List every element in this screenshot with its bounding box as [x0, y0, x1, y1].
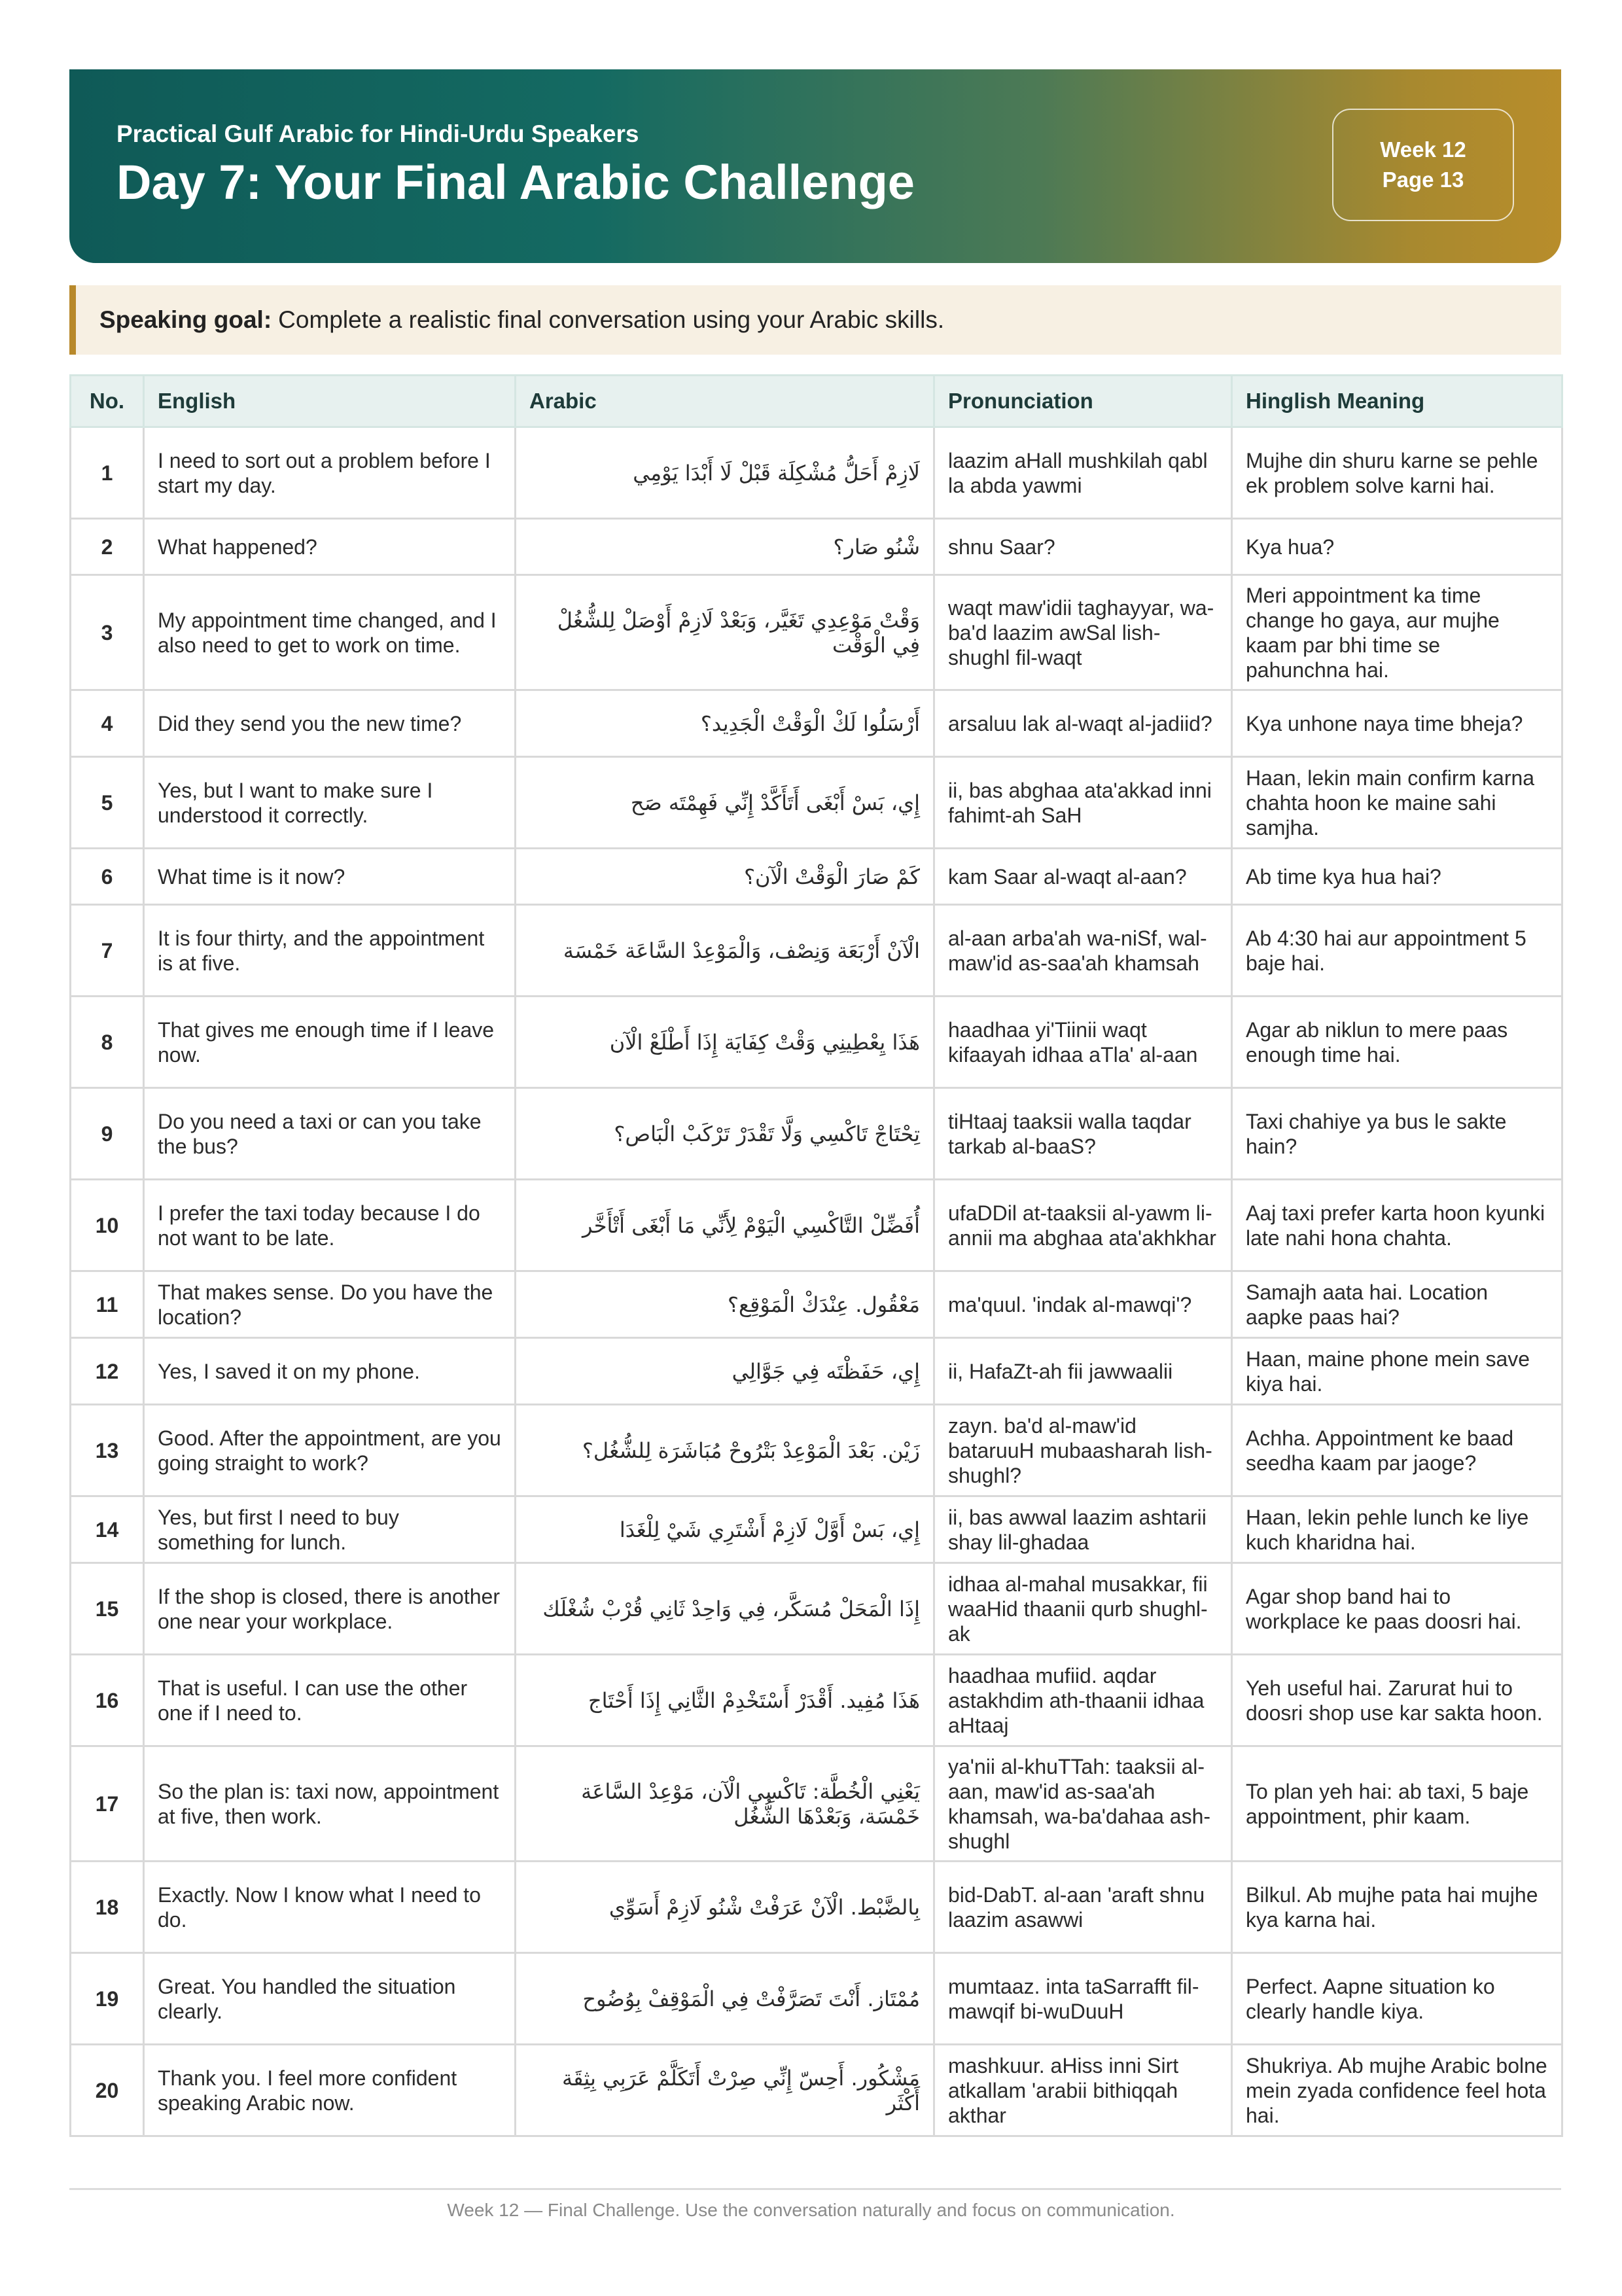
- arabic-cell: بِالضَّبْط. الْآنْ عَرَفْتْ شْنُو لَازِمْ أَسَوِّي: [516, 1862, 934, 1953]
- page-header: [69, 69, 1561, 263]
- english-cell: What time is it now?: [144, 849, 516, 905]
- table-row: [71, 1655, 1562, 1746]
- english-cell: Exactly. Now I know what I need to do.: [144, 1862, 516, 1953]
- english-cell: Great. You handled the situation clearly.: [144, 1953, 516, 2045]
- speaking-goal-label: Speaking goal:: [99, 306, 272, 333]
- english-cell: What happened?: [144, 519, 516, 575]
- arabic-cell: أَرْسَلُوا لَكْ الْوَقْتْ الْجَدِيد؟: [516, 690, 934, 757]
- row-number: 9: [71, 1088, 144, 1180]
- row-number: 10: [71, 1180, 144, 1271]
- pronunciation-cell: haadhaa mufiid. aqdar astakhdim ath-thaanii idhaa aHtaaj: [934, 1655, 1232, 1746]
- column-header-english: English: [144, 376, 516, 427]
- row-number: 3: [71, 575, 144, 690]
- arabic-cell: مُمْتَاز. أَنْتَ تَصَرَّفْتْ فِي الْمَوْقِفْ بِوُضُوح: [516, 1953, 934, 2045]
- hinglish-cell: Yeh useful hai. Zarurat hui to doosri shop use kar sakta hoon.: [1232, 1655, 1562, 1746]
- english-cell: So the plan is: taxi now, appointment at five, then work.: [144, 1746, 516, 1862]
- pronunciation-cell: arsaluu lak al-waqt al-jadiid?: [934, 690, 1232, 757]
- english-cell: Yes, I saved it on my phone.: [144, 1338, 516, 1405]
- english-cell: Yes, but I want to make sure I understood it correctly.: [144, 757, 516, 849]
- row-number: 14: [71, 1496, 144, 1563]
- pronunciation-cell: waqt maw'idii taghayyar, wa-ba'd laazim awSal lish-shughl fil-waqt: [934, 575, 1232, 690]
- row-number: 8: [71, 997, 144, 1088]
- table-row: [71, 757, 1562, 849]
- pronunciation-cell: ii, bas abghaa ata'akkad inni fahimt-ah SaH: [934, 757, 1232, 849]
- english-cell: If the shop is closed, there is another one near your workplace.: [144, 1563, 516, 1655]
- row-number: 5: [71, 757, 144, 849]
- english-cell: Yes, but first I need to buy something for lunch.: [144, 1496, 516, 1563]
- hinglish-cell: Samajh aata hai. Location aapke paas hai?: [1232, 1271, 1562, 1338]
- table-row: [71, 519, 1562, 575]
- page-label: Page 13: [1382, 168, 1464, 192]
- row-number: 15: [71, 1563, 144, 1655]
- english-cell: That is useful. I can use the other one if I need to.: [144, 1655, 516, 1746]
- row-number: 12: [71, 1338, 144, 1405]
- hinglish-cell: Haan, maine phone mein save kiya hai.: [1232, 1338, 1562, 1405]
- page-title: Day 7: Your Final Arabic Challenge: [116, 155, 915, 209]
- arabic-cell: إِي، بَسْ أَبْغَى أَتَأَكَّدْ إِنِّي فَهِمْتَه صَح: [516, 757, 934, 849]
- page-footer: Week 12 — Final Challenge. Use the conversation naturally and focus on communication.: [447, 2200, 1175, 2220]
- hinglish-cell: Taxi chahiye ya bus le sakte hain?: [1232, 1088, 1562, 1180]
- pronunciation-cell: bid-DabT. al-aan 'araft shnu laazim asawwi: [934, 1862, 1232, 1953]
- row-number: 6: [71, 849, 144, 905]
- table-row: [71, 905, 1562, 997]
- arabic-cell: إِذَا الْمَحَلْ مُسَكَّر، فِي وَاحِدْ ثَانِي قُرْبْ شُغْلَك: [516, 1563, 934, 1655]
- row-number: 13: [71, 1405, 144, 1496]
- table-row: [71, 1088, 1562, 1180]
- pronunciation-cell: al-aan arba'ah wa-niSf, wal-maw'id as-saa'ah khamsah: [934, 905, 1232, 997]
- hinglish-cell: To plan yeh hai: ab taxi, 5 baje appointment, phir kaam.: [1232, 1746, 1562, 1862]
- pronunciation-cell: ii, bas awwal laazim ashtarii shay lil-ghadaa: [934, 1496, 1232, 1563]
- arabic-cell: إِي، حَفَظْتَه فِي جَوَّالِي: [516, 1338, 934, 1405]
- hinglish-cell: Kya unhone naya time bheja?: [1232, 690, 1562, 757]
- table-row: [71, 575, 1562, 690]
- pronunciation-cell: zayn. ba'd al-maw'id bataruuH mubaasharah lish-shughl?: [934, 1405, 1232, 1496]
- hinglish-cell: Kya hua?: [1232, 519, 1562, 575]
- table-row: [71, 1862, 1562, 1953]
- column-header-pronunciation: Pronunciation: [934, 376, 1232, 427]
- table-row: [71, 1338, 1562, 1405]
- hinglish-cell: Haan, lekin pehle lunch ke liye kuch kharidna hai.: [1232, 1496, 1562, 1563]
- hinglish-cell: Achha. Appointment ke baad seedha kaam par jaoge?: [1232, 1405, 1562, 1496]
- pronunciation-cell: haadhaa yi'Tiinii waqt kifaayah idhaa aTla' al-aan: [934, 997, 1232, 1088]
- hinglish-cell: Ab time kya hua hai?: [1232, 849, 1562, 905]
- arabic-cell: شْنُو صَار؟: [516, 519, 934, 575]
- table-row: [71, 849, 1562, 905]
- hinglish-cell: Shukriya. Ab mujhe Arabic bolne mein zyada confidence feel hota hai.: [1232, 2045, 1562, 2136]
- table-row: [71, 1271, 1562, 1338]
- row-number: 4: [71, 690, 144, 757]
- arabic-cell: أُفَضِّلْ التَّاكْسِي الْيَوْمْ لِأَنِّي مَا أَبْغَى أَتْأَخَّر: [516, 1180, 934, 1271]
- speaking-goal-box: [69, 285, 1561, 355]
- footer-divider: [69, 2188, 1561, 2190]
- table-row: [71, 1953, 1562, 2045]
- arabic-cell: الْآنْ أَرْبَعَة وَنِصْف، وَالْمَوْعِدْ السَّاعَة خَمْسَة: [516, 905, 934, 997]
- row-number: 17: [71, 1746, 144, 1862]
- hinglish-cell: Ab 4:30 hai aur appointment 5 baje hai.: [1232, 905, 1562, 997]
- pronunciation-cell: ii, HafaZt-ah fii jawwaalii: [934, 1338, 1232, 1405]
- english-cell: It is four thirty, and the appointment is at five.: [144, 905, 516, 997]
- english-cell: Did they send you the new time?: [144, 690, 516, 757]
- arabic-cell: هَذَا مُفِيد. أَقْدَرْ أَسْتَخْدِمْ الثَّانِي إِذَا أَحْتَاج: [516, 1655, 934, 1746]
- arabic-cell: إِي، بَسْ أَوَّلْ لَازِمْ أَشْتَرِي شَيْ لِلْغَدَا: [516, 1496, 934, 1563]
- column-header-no: No.: [71, 376, 144, 427]
- english-cell: That makes sense. Do you have the location?: [144, 1271, 516, 1338]
- pronunciation-cell: ya'nii al-khuTTah: taaksii al-aan, maw'id as-saa'ah khamsah, wa-ba'dahaa ash-shughl: [934, 1746, 1232, 1862]
- row-number: 11: [71, 1271, 144, 1338]
- arabic-cell: لَازِمْ أَحَلُّ مُشْكِلَة قَبْلْ لَا أَبْدَا يَوْمِي: [516, 427, 934, 519]
- arabic-cell: وَقْتْ مَوْعِدِي تَغَيَّر، وَبَعْدْ لَازِمْ أَوْصَلْ لِلشُّغُلْ فِي الْوَقْت: [516, 575, 934, 690]
- english-cell: Good. After the appointment, are you going straight to work?: [144, 1405, 516, 1496]
- hinglish-cell: Meri appointment ka time change ho gaya, aur mujhe kaam par bhi time se pahunchna hai.: [1232, 575, 1562, 690]
- arabic-cell: مَشْكُور. أَحِسّ إِنِّي صِرْتْ أَتَكَلَّمْ عَرَبِي بِثِقَة أَكْثَر: [516, 2045, 934, 2136]
- arabic-cell: تِحْتَاجْ تَاكْسِي وَلَّا تَقْدَرْ تَرْكَبْ الْبَاص؟: [516, 1088, 934, 1180]
- table-row: [71, 997, 1562, 1088]
- row-number: 19: [71, 1953, 144, 2045]
- english-cell: Thank you. I feel more confident speaking Arabic now.: [144, 2045, 516, 2136]
- row-number: 7: [71, 905, 144, 997]
- column-header-hinglish: Hinglish Meaning: [1232, 376, 1562, 427]
- hinglish-cell: Agar ab niklun to mere paas enough time hai.: [1232, 997, 1562, 1088]
- row-number: 20: [71, 2045, 144, 2136]
- pronunciation-cell: ma'quul. 'indak al-mawqi'?: [934, 1271, 1232, 1338]
- english-cell: That gives me enough time if I leave now.: [144, 997, 516, 1088]
- pronunciation-cell: ufaDDil at-taaksii al-yawm li-annii ma abghaa ata'akhkhar: [934, 1180, 1232, 1271]
- pronunciation-cell: kam Saar al-waqt al-aan?: [934, 849, 1232, 905]
- pronunciation-cell: tiHtaaj taaksii walla taqdar tarkab al-baaS?: [934, 1088, 1232, 1180]
- speaking-goal-text: Complete a realistic final conversation using your Arabic skills.: [278, 306, 945, 333]
- arabic-cell: يَعْنِي الْخُطَّة: تَاكْسِي الْآن، مَوْعِدْ السَّاعَة خَمْسَة، وَبَعْدْهَا الشُّغُل: [516, 1746, 934, 1862]
- table-row: [71, 427, 1562, 519]
- hinglish-cell: Mujhe din shuru karne se pehle ek problem solve karni hai.: [1232, 427, 1562, 519]
- pronunciation-cell: laazim aHall mushkilah qabl la abda yawmi: [934, 427, 1232, 519]
- hinglish-cell: Haan, lekin main confirm karna chahta hoon ke maine sahi samjha.: [1232, 757, 1562, 849]
- table-row: [71, 1180, 1562, 1271]
- conversation-table: [69, 374, 1563, 2137]
- course-subtitle: Practical Gulf Arabic for Hindi-Urdu Speakers: [116, 120, 639, 147]
- row-number: 16: [71, 1655, 144, 1746]
- pronunciation-cell: shnu Saar?: [934, 519, 1232, 575]
- pronunciation-cell: idhaa al-mahal musakkar, fii waaHid thaanii qurb shughl-ak: [934, 1563, 1232, 1655]
- arabic-cell: كَمْ صَارَ الْوَقْتْ الْآن؟: [516, 849, 934, 905]
- table-row: [71, 1496, 1562, 1563]
- row-number: 2: [71, 519, 144, 575]
- table-row: [71, 2045, 1562, 2136]
- row-number: 1: [71, 427, 144, 519]
- english-cell: I prefer the taxi today because I do not want to be late.: [144, 1180, 516, 1271]
- hinglish-cell: Perfect. Aapne situation ko clearly handle kiya.: [1232, 1953, 1562, 2045]
- column-header-arabic: Arabic: [516, 376, 934, 427]
- arabic-cell: هَذَا يِعْطِينِي وَقْتْ كِفَايَة إِذَا أَطْلَعْ الْآن: [516, 997, 934, 1088]
- pronunciation-cell: mashkuur. aHiss inni Sirt atkallam 'arabii bithiqqah akthar: [934, 2045, 1232, 2136]
- table-row: [71, 1405, 1562, 1496]
- arabic-cell: مَعْقُول. عِنْدَكْ الْمَوْقِع؟: [516, 1271, 934, 1338]
- table-row: [71, 1746, 1562, 1862]
- english-cell: My appointment time changed, and I also need to get to work on time.: [144, 575, 516, 690]
- hinglish-cell: Aaj taxi prefer karta hoon kyunki late nahi hona chahta.: [1232, 1180, 1562, 1271]
- week-label: Week 12: [1380, 137, 1466, 162]
- hinglish-cell: Agar shop band hai to workplace ke paas doosri hai.: [1232, 1563, 1562, 1655]
- hinglish-cell: Bilkul. Ab mujhe pata hai mujhe kya karna hai.: [1232, 1862, 1562, 1953]
- row-number: 18: [71, 1862, 144, 1953]
- week-page-badge: [1332, 109, 1514, 221]
- arabic-cell: زَيْن. بَعْدَ الْمَوْعِدْ بَتْرُوحْ مُبَاشَرَة لِلشُّغُل؟: [516, 1405, 934, 1496]
- table-row: [71, 690, 1562, 757]
- table-row: [71, 1563, 1562, 1655]
- pronunciation-cell: mumtaaz. inta taSarrafft fil-mawqif bi-wuDuuH: [934, 1953, 1232, 2045]
- table-header-row: [71, 376, 1562, 427]
- english-cell: I need to sort out a problem before I start my day.: [144, 427, 516, 519]
- english-cell: Do you need a taxi or can you take the bus?: [144, 1088, 516, 1180]
